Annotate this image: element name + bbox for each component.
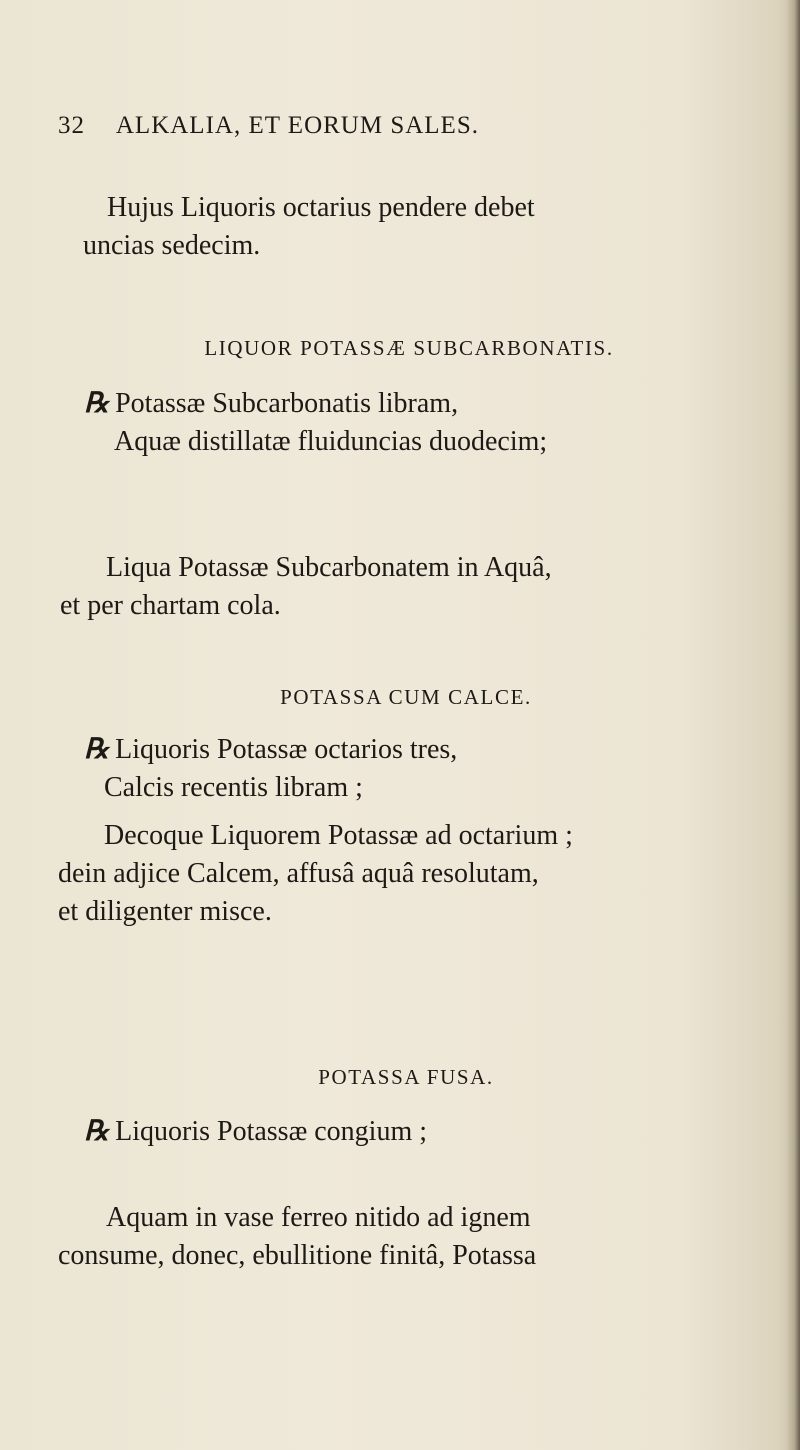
intro-paragraph (83, 189, 535, 265)
recipe-3 (84, 1113, 427, 1151)
running-title: ALKALIA, ET EORUM SALES. (115, 112, 479, 139)
rx-symbol: ℞ (84, 1116, 110, 1147)
page-number: 32 (58, 112, 85, 139)
recipe-1 (84, 385, 547, 461)
directions-3 (58, 1199, 537, 1275)
directions-1-line-2: et per chartam cola. (60, 590, 281, 621)
heading-potassa-fusa: POTASSA FUSA. (318, 1065, 494, 1089)
directions-2-line-2: dein adjice Calcem, affusâ aquâ resolutam, (58, 858, 539, 889)
directions-1 (60, 549, 552, 625)
page-edge-shadow (786, 0, 800, 1450)
intro-line-2: uncias sedecim. (83, 230, 261, 261)
directions-1-line-1: Liqua Potassæ Subcarbonatem in Aquâ, (106, 552, 552, 583)
heading-liquor-potassae-subcarbonatis: LIQUOR POTASSÆ SUBCARBONATIS. (204, 336, 614, 360)
rx-symbol: ℞ (84, 388, 110, 419)
recipe-2-line-1: Liquoris Potassæ octarios tres, (115, 734, 458, 765)
heading-potassa-cum-calce: POTASSA CUM CALCE. (280, 685, 532, 709)
directions-3-line-2: consume, donec, ebullitione finitâ, Potassa (58, 1240, 537, 1271)
running-header (58, 112, 698, 140)
directions-2-line-3: et diligenter misce. (58, 896, 272, 927)
recipe-3-line-1: Liquoris Potassæ congium ; (115, 1116, 428, 1147)
directions-2 (58, 817, 573, 931)
recipe-2 (84, 731, 457, 807)
directions-2-line-1: Decoque Liquorem Potassæ ad octarium ; (104, 820, 573, 851)
recipe-1-line-2: Aquæ distillatæ fluiduncias duodecim; (114, 426, 548, 457)
intro-line-1: Hujus Liquoris octarius pendere debet (107, 192, 535, 223)
rx-symbol: ℞ (84, 734, 110, 765)
recipe-2-line-2: Calcis recentis libram ; (104, 772, 363, 803)
directions-3-line-1: Aquam in vase ferreo nitido ad ignem (106, 1202, 531, 1233)
recipe-1-line-1: Potassæ Subcarbonatis libram, (115, 388, 459, 419)
